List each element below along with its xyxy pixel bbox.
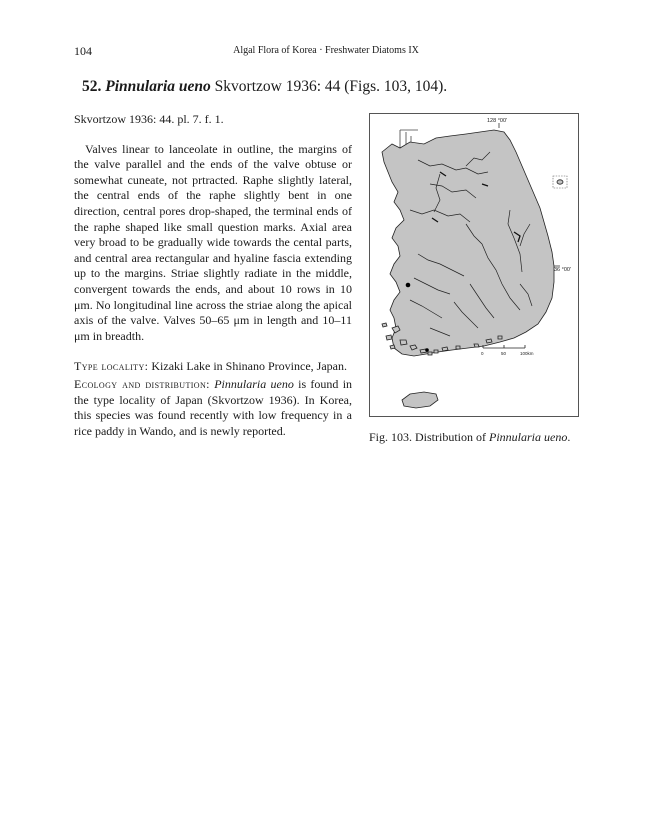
scale-label-0: 0 bbox=[481, 351, 484, 356]
citation: Skvortzow 1936: 44. pl. 7. f. 1. bbox=[74, 112, 224, 126]
wando-occurrence-dot bbox=[425, 348, 429, 352]
longitude-label: 128 °00' bbox=[487, 118, 508, 124]
type-locality-label: Type locality: bbox=[74, 359, 149, 374]
scale-label-100km: 100km bbox=[520, 351, 534, 356]
ecology-paragraph bbox=[74, 377, 352, 439]
ulleungdo-island bbox=[557, 180, 563, 184]
running-head: Algal Flora of Korea · Freshwater Diatoms IX bbox=[233, 45, 419, 56]
caption-suffix: . bbox=[567, 430, 571, 444]
korea-map-svg bbox=[370, 114, 578, 416]
main-text-column bbox=[74, 112, 352, 439]
page-number: 104 bbox=[74, 44, 92, 58]
species-number: 52. bbox=[82, 78, 102, 95]
type-locality-paragraph bbox=[74, 359, 352, 375]
caption-prefix: Fig. 103. Distribution of bbox=[369, 430, 487, 444]
ecology-label: Ecology and distribution: bbox=[74, 376, 210, 391]
species-authority: Skvortzow 1936: 44 (Figs. 103, 104). bbox=[214, 78, 448, 95]
ecology-text: is found in the type locality of Japan (Skvortzow 1936). In Korea, this species was found recently with low frequency in a rice paddy in Wando, and is newly reported. bbox=[74, 376, 353, 438]
occurrence-dot bbox=[406, 283, 411, 288]
distribution-map bbox=[369, 113, 579, 417]
jeju-island bbox=[402, 392, 438, 408]
latitude-label: 36 °00' bbox=[554, 267, 572, 273]
page-header bbox=[74, 44, 578, 60]
caption-species: Pinnularia ueno bbox=[489, 430, 568, 444]
description-paragraph: Valves linear to lanceolate in outline, the margins of the valve parallel and the ends of the valve obtuse or somewhat cuneate, not prtracted. Raphe slightly lateral, the central ends of the raphe slightly bent in one direction, central pores drop-shaped, the terminal ends of the raphe shaped like small question marks. Axial area very broad to be gradually wide towards the cental parts, and central area rectangular and hyaline fascia extending up to the margins. Striae slightly radiate in the middle, convergent towards the ends, and about 10 rows in 10 μm. No longitudinal line across the striae along the apical axis of the valve. Valves 50–65 μm in length and 10–11 μm in breadth. bbox=[74, 141, 352, 343]
species-name: Pinnularia ueno bbox=[105, 78, 211, 95]
figure-caption bbox=[369, 430, 589, 445]
ecology-species: Pinnularia ueno bbox=[214, 376, 294, 391]
type-locality-text: Kizaki Lake in Shinano Province, Japan. bbox=[151, 359, 347, 374]
scale-label-50: 50 bbox=[501, 351, 507, 356]
species-title bbox=[82, 78, 447, 96]
